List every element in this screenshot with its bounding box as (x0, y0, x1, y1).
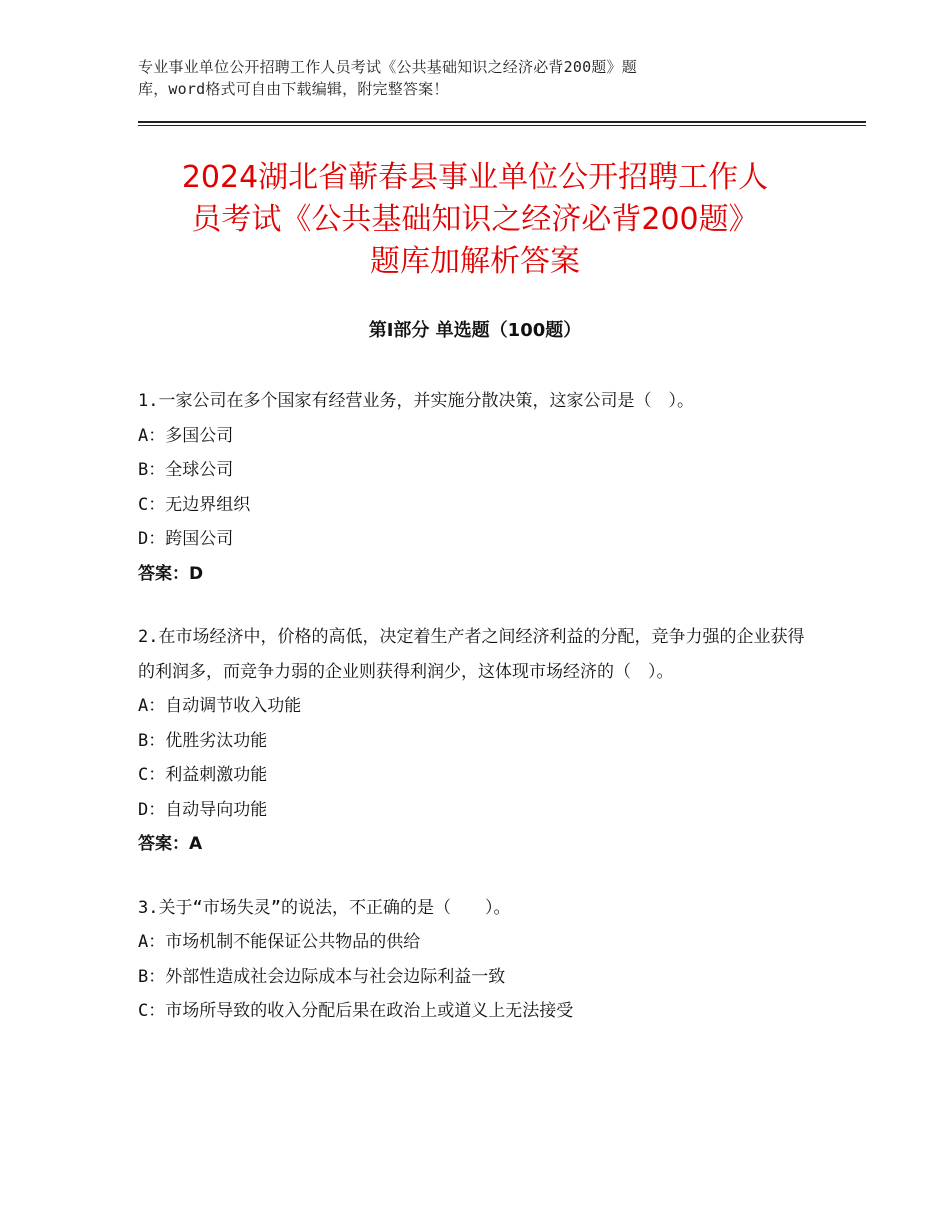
option-b: B：优胜劣汰功能 (138, 730, 268, 751)
question-stem: 1.一家公司在多个国家有经营业务，并实施分散决策，这家公司是（ ）。 (138, 391, 694, 411)
option-d: D：自动导向功能 (138, 799, 268, 820)
option-c: C：市场所导致的收入分配后果在政治上或道义上无法接受 (138, 1001, 574, 1021)
question-3 (138, 891, 818, 1029)
option-c: C：无边界组织 (138, 494, 251, 515)
option-b: B：外部性造成社会边际成本与社会边际利益一致 (138, 966, 506, 987)
option-a: A：市场机制不能保证公共物品的供给 (138, 932, 421, 952)
header-note (138, 56, 778, 100)
question-1 (138, 384, 818, 591)
header-note-line-1: 专业事业单位公开招聘工作人员考试《公共基础知识之经济必背200题》题 (138, 58, 637, 76)
question-list (138, 384, 818, 1058)
header-rule-thick (138, 121, 866, 123)
question-stem: 3.关于“市场失灵”的说法，不正确的是（ ）。 (138, 897, 511, 918)
document-title-line-3: 题库加解析答案 (370, 244, 580, 279)
document-title-line-2: 员考试《公共基础知识之经济必背200题》 (191, 202, 759, 237)
document-title (120, 157, 830, 283)
header-note-line-2: 库，word格式可自由下载编辑，附完整答案！ (138, 80, 449, 98)
section-heading: 第Ⅰ部分 单选题（100题） (368, 320, 582, 341)
header-rule-thin (138, 125, 866, 126)
document-title-line-1: 2024湖北省蕲春县事业单位公开招聘工作人 (181, 160, 769, 195)
answer-label: 答案：D (138, 563, 204, 584)
option-c: C：利益刺激功能 (138, 765, 268, 785)
option-b: B：全球公司 (138, 460, 234, 480)
question-stem: 2.在市场经济中，价格的高低，决定着生产者之间经济利益的分配，竞争力强的企业获得的利润多，而竞争力弱的企业则获得利润少，这体现市场经济的（ ）。 (138, 627, 805, 682)
question-2 (138, 620, 818, 862)
option-a: A：多国公司 (138, 425, 234, 446)
option-d: D：跨国公司 (138, 529, 234, 549)
option-a: A：自动调节收入功能 (138, 696, 302, 716)
answer-label: 答案：A (138, 834, 203, 854)
